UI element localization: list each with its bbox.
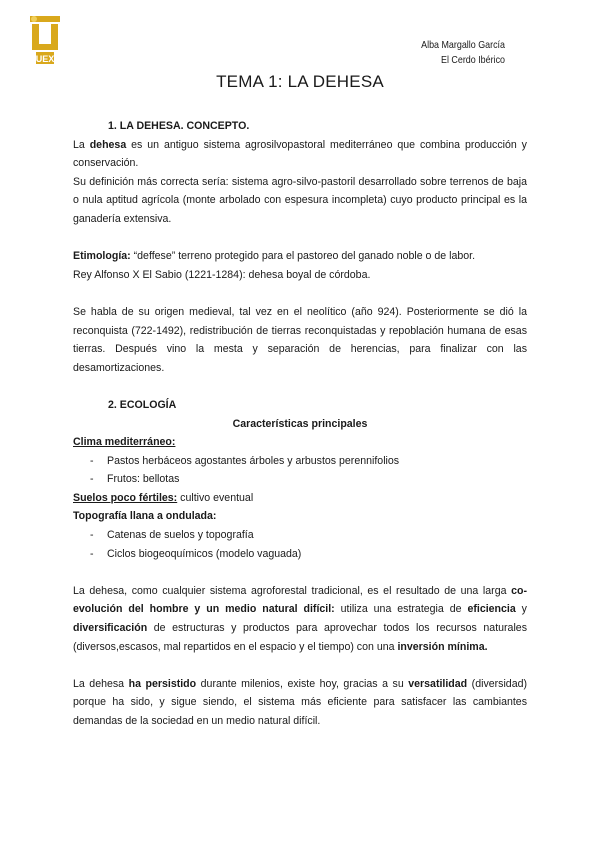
- text-run: de estructuras y productos para aprovechar todos los recursos naturales (diversos,escasos, mal repartidos en el espacio y el tiempo) con una: [73, 622, 527, 653]
- list-item: - Frutos: bellotas: [73, 470, 527, 489]
- suelos-line: [73, 489, 527, 508]
- clima-label: Clima mediterráneo:: [73, 436, 176, 449]
- list-item-text: Ciclos biogeoquímicos (modelo vaguada): [107, 547, 302, 560]
- header-block: [335, 38, 505, 68]
- paragraph-coevolution: [73, 582, 527, 656]
- subheading-characteristics: Características principales: [232, 417, 368, 430]
- list-item-text: Catenas de suelos y topografía: [107, 529, 254, 542]
- list-item-text: Pastos herbáceos agostantes árboles y arbustos perennifolios: [107, 454, 400, 467]
- section-2-heading: 2. ECOLOGÍA: [108, 398, 177, 411]
- bold-run: co-evolución del hombre y un medio natural difícil:: [73, 584, 527, 616]
- document-body: [73, 117, 527, 731]
- paragraph-history: Se habla de su origen medieval, tal vez en el neolítico (año 924). Posteriormente se dió la reconquista (722-1492), redistribución de tierras reconquistadas y repoblación humana de esas tierras. Después vino la mesta y separación de herencias, para finalizar con las desamortizaciones.: [73, 305, 527, 374]
- list-item: - Catenas de suelos y topografía: [73, 526, 527, 545]
- term-dehesa: dehesa: [89, 138, 127, 151]
- topo-label: Topografía llana a ondulada:: [73, 510, 217, 523]
- list-item: - Pastos herbáceos agostantes árboles y arbustos perennifolios: [73, 452, 527, 471]
- text-run: durante milenios, existe hoy, gracias a su: [196, 677, 409, 690]
- text-run: utiliza una estrategia de: [334, 603, 468, 616]
- paragraph-persistence: [73, 675, 527, 731]
- page-title: TEMA 1: LA DEHESA: [216, 72, 384, 91]
- text-run: La: [73, 138, 90, 151]
- text-run: cultivo eventual: [177, 491, 254, 504]
- logo-text: UEX: [35, 54, 55, 64]
- paragraph-definition-detail: Su definición más correcta sería: sistema agro-silvo-pastoril desarrollado sobre terrenos de baja o nula aptitud agrícola (monte arbolado con espesura incompleta) cuyo producto principal es la ganadería extensiva.: [73, 175, 527, 225]
- text-run: es un antiguo sistema agrosilvopastoral mediterráneo que combina producción y conservación.: [73, 138, 527, 170]
- university-logo-icon: [28, 14, 62, 66]
- text-run: La dehesa: [73, 677, 129, 690]
- clima-label-line: [73, 433, 527, 452]
- suelos-label: Suelos poco fértiles:: [73, 491, 178, 504]
- topo-line: [73, 507, 527, 526]
- bold-run: inversión mínima.: [397, 640, 488, 653]
- bold-run: ha persistido: [128, 677, 197, 690]
- bold-run: eficiencia: [467, 603, 516, 616]
- text-run: La dehesa, como cualquier sistema agroforestal tradicional, es el resultado de una larga: [73, 584, 512, 597]
- text-run: “deffese” terreno protegido para el pastoreo del ganado noble o de labor.: [130, 250, 476, 263]
- author-name: Alba Margallo García: [421, 39, 505, 51]
- list-item: - Ciclos biogeoquímicos (modelo vaguada): [73, 545, 527, 564]
- paragraph-definition: [73, 136, 527, 173]
- list-item-text: Frutos: bellotas: [107, 473, 180, 486]
- etymology-label: Etimología:: [73, 250, 131, 263]
- text-run: (diversidad) porque ha sido, y sigue siendo, el sistema más eficiente para satisfacer las cambiantes demandas de la sociedad en un medio natural difícil.: [73, 677, 528, 727]
- paragraph-etymology: [73, 247, 527, 266]
- subject-name: El Cerdo Ibérico: [440, 54, 505, 66]
- bold-run: versatilidad: [408, 677, 468, 690]
- text-run: y: [515, 603, 527, 616]
- paragraph-rey: Rey Alfonso X El Sabio (1221-1284): dehesa boyal de córdoba.: [73, 268, 371, 281]
- university-logo: [28, 14, 62, 66]
- bold-run: diversificación: [73, 622, 148, 635]
- section-1-heading: 1. LA DEHESA. CONCEPTO.: [108, 120, 250, 132]
